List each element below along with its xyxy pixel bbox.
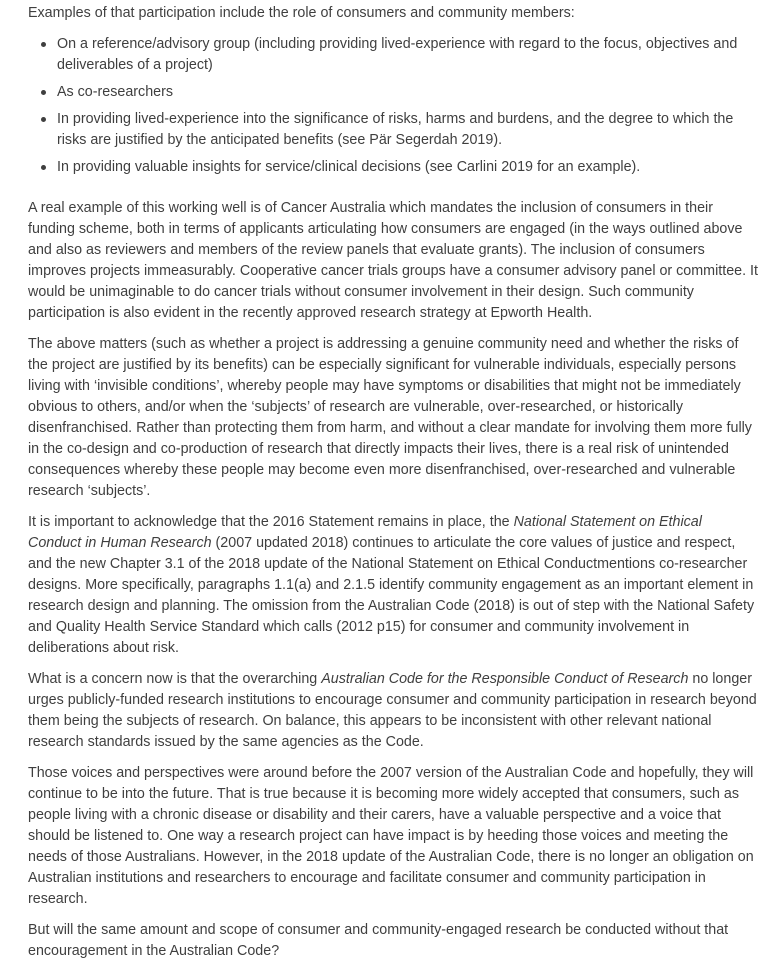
bullet-icon — [41, 90, 46, 95]
list-item — [28, 34, 758, 76]
closing-question-paragraph: But will the same amount and scope of consumer and community-engaged research be conducted without that encouragement in the Australian Code? — [28, 922, 729, 959]
list-item — [28, 157, 758, 178]
national-statement-paragraph — [28, 512, 758, 659]
bullet-icon — [41, 117, 46, 122]
participation-list — [28, 34, 758, 178]
article-body — [28, 0, 758, 972]
paragraph-text: It is important to acknowledge that the 2016 Statement remains in place, the — [28, 514, 514, 530]
australian-code-paragraph — [28, 669, 758, 753]
national-statement-title: National Statement on Ethical Conduct in Human Research — [28, 514, 702, 551]
vulnerable-individuals-paragraph: The above matters (such as whether a project is addressing a genuine community need and whether the risks of the project are justified by its benefits) can be especially significant for vulnerable individuals, especially persons living with ‘invisible conditions’, whereby people may have symptoms or disabilities that might not be immediately obvious to others, and/or when the ‘subjects’ of research are vulnerable, over-researched, or historically disenfranchised. Rather than protecting them from harm, and without a clear mandate for involving them more fully in the co-design and co-production of research that directly impacts their lives, there is a real risk of unintended consequences whereby these people may become even more disenfranchised, over-researched and vulnerable research ‘subjects’. — [28, 336, 752, 499]
list-item-text: As co-researchers — [57, 84, 174, 100]
bullet-icon — [41, 42, 46, 47]
list-item — [28, 82, 758, 103]
list-item-text: On a reference/advisory group (including providing lived-experience with regard to the focus, objectives and deliverables of a project) — [57, 36, 738, 73]
cancer-australia-paragraph: A real example of this working well is of Cancer Australia which mandates the inclusion of consumers in their funding scheme, both in terms of applicants articulating how consumers are engaged (in the ways outlined above and also as reviewers and members of the review panels that evaluate grants). The inclusion of consumers improves projects immeasurably. Cooperative cancer trials groups have a consumer advisory panel or committee. It would be unimaginable to do cancer trials without consumer involvement in their design. Such community participation is also evident in the recently approved research strategy at Epworth Health. — [28, 200, 758, 321]
list-item-text: In providing lived-experience into the significance of risks, harms and burdens, and the degree to which the risks are justified by the anticipated benefits (see Pär Segerdah 2019). — [57, 111, 734, 148]
voices-perspectives-paragraph: Those voices and perspectives were around before the 2007 version of the Australian Code and hopefully, they will continue to be into the future. That is true because it is becoming more widely accepted that consumers, such as people living with a chronic disease or disability and their carers, have a valuable perspective and a voice that should be listened to. One way a research project can have impact is by heeding those voices and meeting the needs of those Australians. However, in the 2018 update of the Australian Code, there is no longer an obligation on Australian institutions and researchers to encourage and facilitate consumer and community participation in research. — [28, 765, 754, 907]
paragraph-text: (2007 updated 2018) continues to articulate the core values of justice and respect, and the new Chapter 3.1 of the 2018 update of the National Statement on Ethical Conductmentions co-researcher designs. More specifically, paragraphs 1.1(a) and 2.1.5 identify community engagement as an important element in research design and planning. The omission from the Australian Code (2018) is out of step with the National Safety and Quality Health Service Standard which calls (2012 p15) for consumer and community involvement in deliberations about risk. — [28, 535, 755, 656]
bullet-icon — [41, 165, 46, 170]
paragraph-text: What is a concern now is that the overarching — [28, 671, 322, 687]
australian-code-title: Australian Code for the Responsible Conduct of Research — [321, 671, 689, 687]
paragraph-text: no longer urges publicly-funded research institutions to encourage consumer and community participation in research beyond them being the subjects of research. On balance, this appears to be inconsistent with other relevant national research standards issued by the same agencies as the Code. — [28, 671, 757, 750]
list-item-text: In providing valuable insights for service/clinical decisions (see Carlini 2019 for an example). — [57, 159, 641, 175]
intro-paragraph: Examples of that participation include the role of consumers and community members: — [28, 5, 575, 21]
list-item — [28, 109, 758, 151]
